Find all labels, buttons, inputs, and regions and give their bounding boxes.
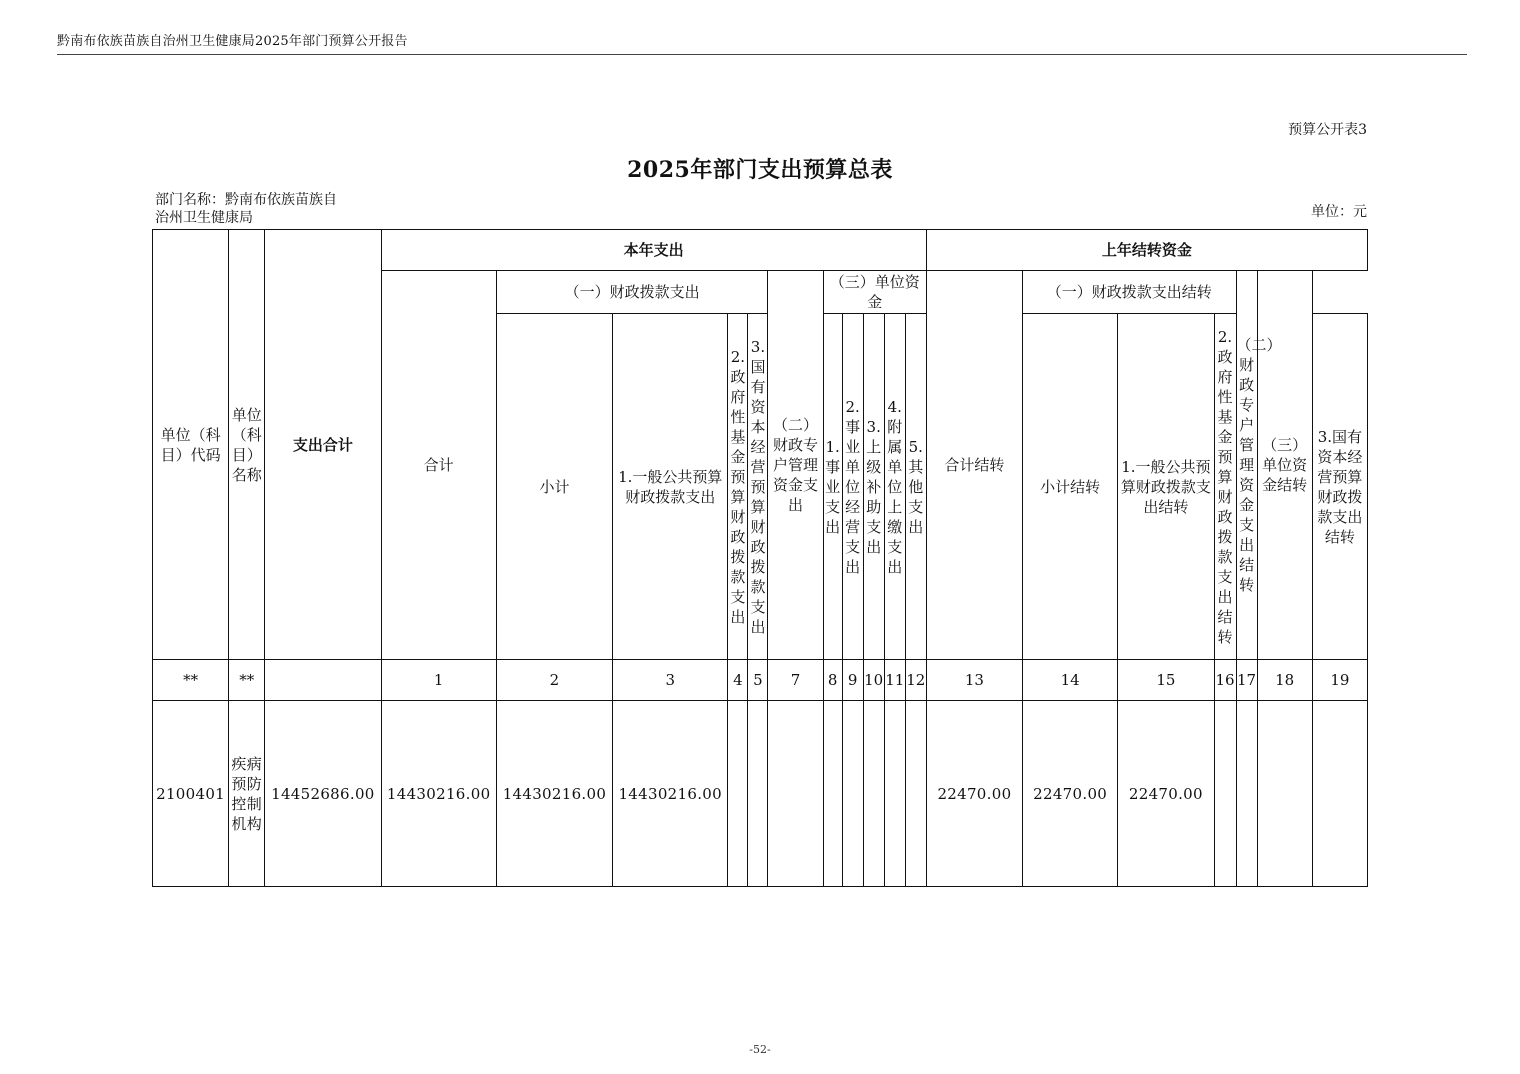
col-py-general: 1.一般公共预算财政拨款支出结转: [1118, 314, 1214, 660]
cell-py-general: 22470.00: [1118, 701, 1214, 887]
cell-cy-total: 14430216.00: [381, 701, 496, 887]
col-unit-name: 单位（科目）名称: [229, 230, 265, 660]
cell-empty: [884, 701, 905, 887]
index-cell: 2: [496, 660, 612, 701]
table-number: 预算公开表3: [1288, 122, 1367, 138]
col-cy-general: 1.一般公共预算财政拨款支出: [613, 314, 728, 660]
department-label: [155, 191, 337, 227]
col-py-special: （二）财政专户管理资金支出结转: [1236, 271, 1257, 660]
index-cell: 15: [1118, 660, 1214, 701]
index-cell: 18: [1257, 660, 1312, 701]
index-cell: 1: [381, 660, 496, 701]
col-total: 支出合计: [265, 230, 381, 660]
group-cy-fiscal: （一）财政拨款支出: [496, 271, 768, 314]
cell-empty: [1214, 701, 1236, 887]
budget-table: [152, 229, 1368, 887]
col-py-gov-fund: 2.政府性基金预算财政拨款支出结转: [1214, 314, 1236, 660]
page-title: 2025年部门支出预算总表: [627, 157, 893, 183]
col-cy-subtotal: 小计: [496, 314, 612, 660]
index-row: [153, 660, 1368, 701]
col-cy-affiliated: 4.附属单位上缴支出: [884, 314, 905, 660]
col-cy-state-capital: 3.国有资本经营预算财政拨款支出: [748, 314, 768, 660]
col-py-total: 合计结转: [926, 271, 1022, 660]
cell-empty: [842, 701, 863, 887]
index-cell: 7: [768, 660, 823, 701]
cell-name: 疾病预防控制机构: [229, 701, 265, 887]
cell-cy-general: 14430216.00: [613, 701, 728, 887]
index-cell: [265, 660, 381, 701]
index-cell: 3: [613, 660, 728, 701]
cell-empty: [1257, 701, 1312, 887]
col-cy-operating: 2.事业单位经营支出: [842, 314, 863, 660]
cell-total: 14452686.00: [265, 701, 381, 887]
department-label-line-2: 治州卫生健康局: [155, 210, 253, 226]
col-unit-code: 单位（科目）代码: [153, 230, 229, 660]
col-cy-other: 5.其他支出: [905, 314, 926, 660]
col-py-state-capital: 3.国有资本经营预算财政拨款支出结转: [1312, 314, 1367, 660]
group-py-fiscal: （一）财政拨款支出结转: [1023, 271, 1237, 314]
cell-empty: [1312, 701, 1367, 887]
col-cy-total: 合计: [381, 271, 496, 660]
index-cell: **: [229, 660, 265, 701]
cell-empty: [768, 701, 823, 887]
cell-py-total: 22470.00: [926, 701, 1022, 887]
unit-label: 单位：元: [1311, 204, 1367, 220]
index-cell: 4: [728, 660, 748, 701]
cell-empty: [728, 701, 748, 887]
index-cell: 9: [842, 660, 863, 701]
cell-code: 2100401: [153, 701, 229, 887]
index-cell: 10: [863, 660, 884, 701]
index-cell: 11: [884, 660, 905, 701]
cell-cy-subtotal: 14430216.00: [496, 701, 612, 887]
col-py-unit-funds: （三）单位资金结转: [1257, 271, 1312, 660]
header-divider: [57, 54, 1467, 55]
group-prior-year: 上年结转资金: [926, 230, 1367, 271]
cell-py-subtotal: 22470.00: [1023, 701, 1118, 887]
cell-empty: [823, 701, 842, 887]
table-row: [153, 701, 1368, 887]
col-cy-special: （二）财政专户管理资金支出: [768, 271, 823, 660]
index-cell: 17: [1236, 660, 1257, 701]
index-cell: 19: [1312, 660, 1367, 701]
col-cy-subsidy: 3.上级补助支出: [863, 314, 884, 660]
page-number: -52-: [749, 1043, 771, 1056]
cell-empty: [905, 701, 926, 887]
document-header: 黔南布依族苗族自治州卫生健康局2025年部门预算公开报告: [57, 34, 408, 49]
index-cell: 8: [823, 660, 842, 701]
index-cell: 14: [1023, 660, 1118, 701]
index-cell: 12: [905, 660, 926, 701]
index-cell: 5: [748, 660, 768, 701]
cell-empty: [863, 701, 884, 887]
col-cy-gov-fund: 2.政府性基金预算财政拨款支出: [728, 314, 748, 660]
index-cell: **: [153, 660, 229, 701]
cell-empty: [748, 701, 768, 887]
col-cy-business: 1.事业支出: [823, 314, 842, 660]
index-cell: 13: [926, 660, 1022, 701]
group-current-year: 本年支出: [381, 230, 926, 271]
group-cy-unit-funds: （三）单位资金: [823, 271, 926, 314]
col-py-subtotal: 小计结转: [1023, 314, 1118, 660]
cell-empty: [1236, 701, 1257, 887]
department-label-line-1: 部门名称：黔南布依族苗族自: [155, 192, 337, 208]
index-cell: 16: [1214, 660, 1236, 701]
